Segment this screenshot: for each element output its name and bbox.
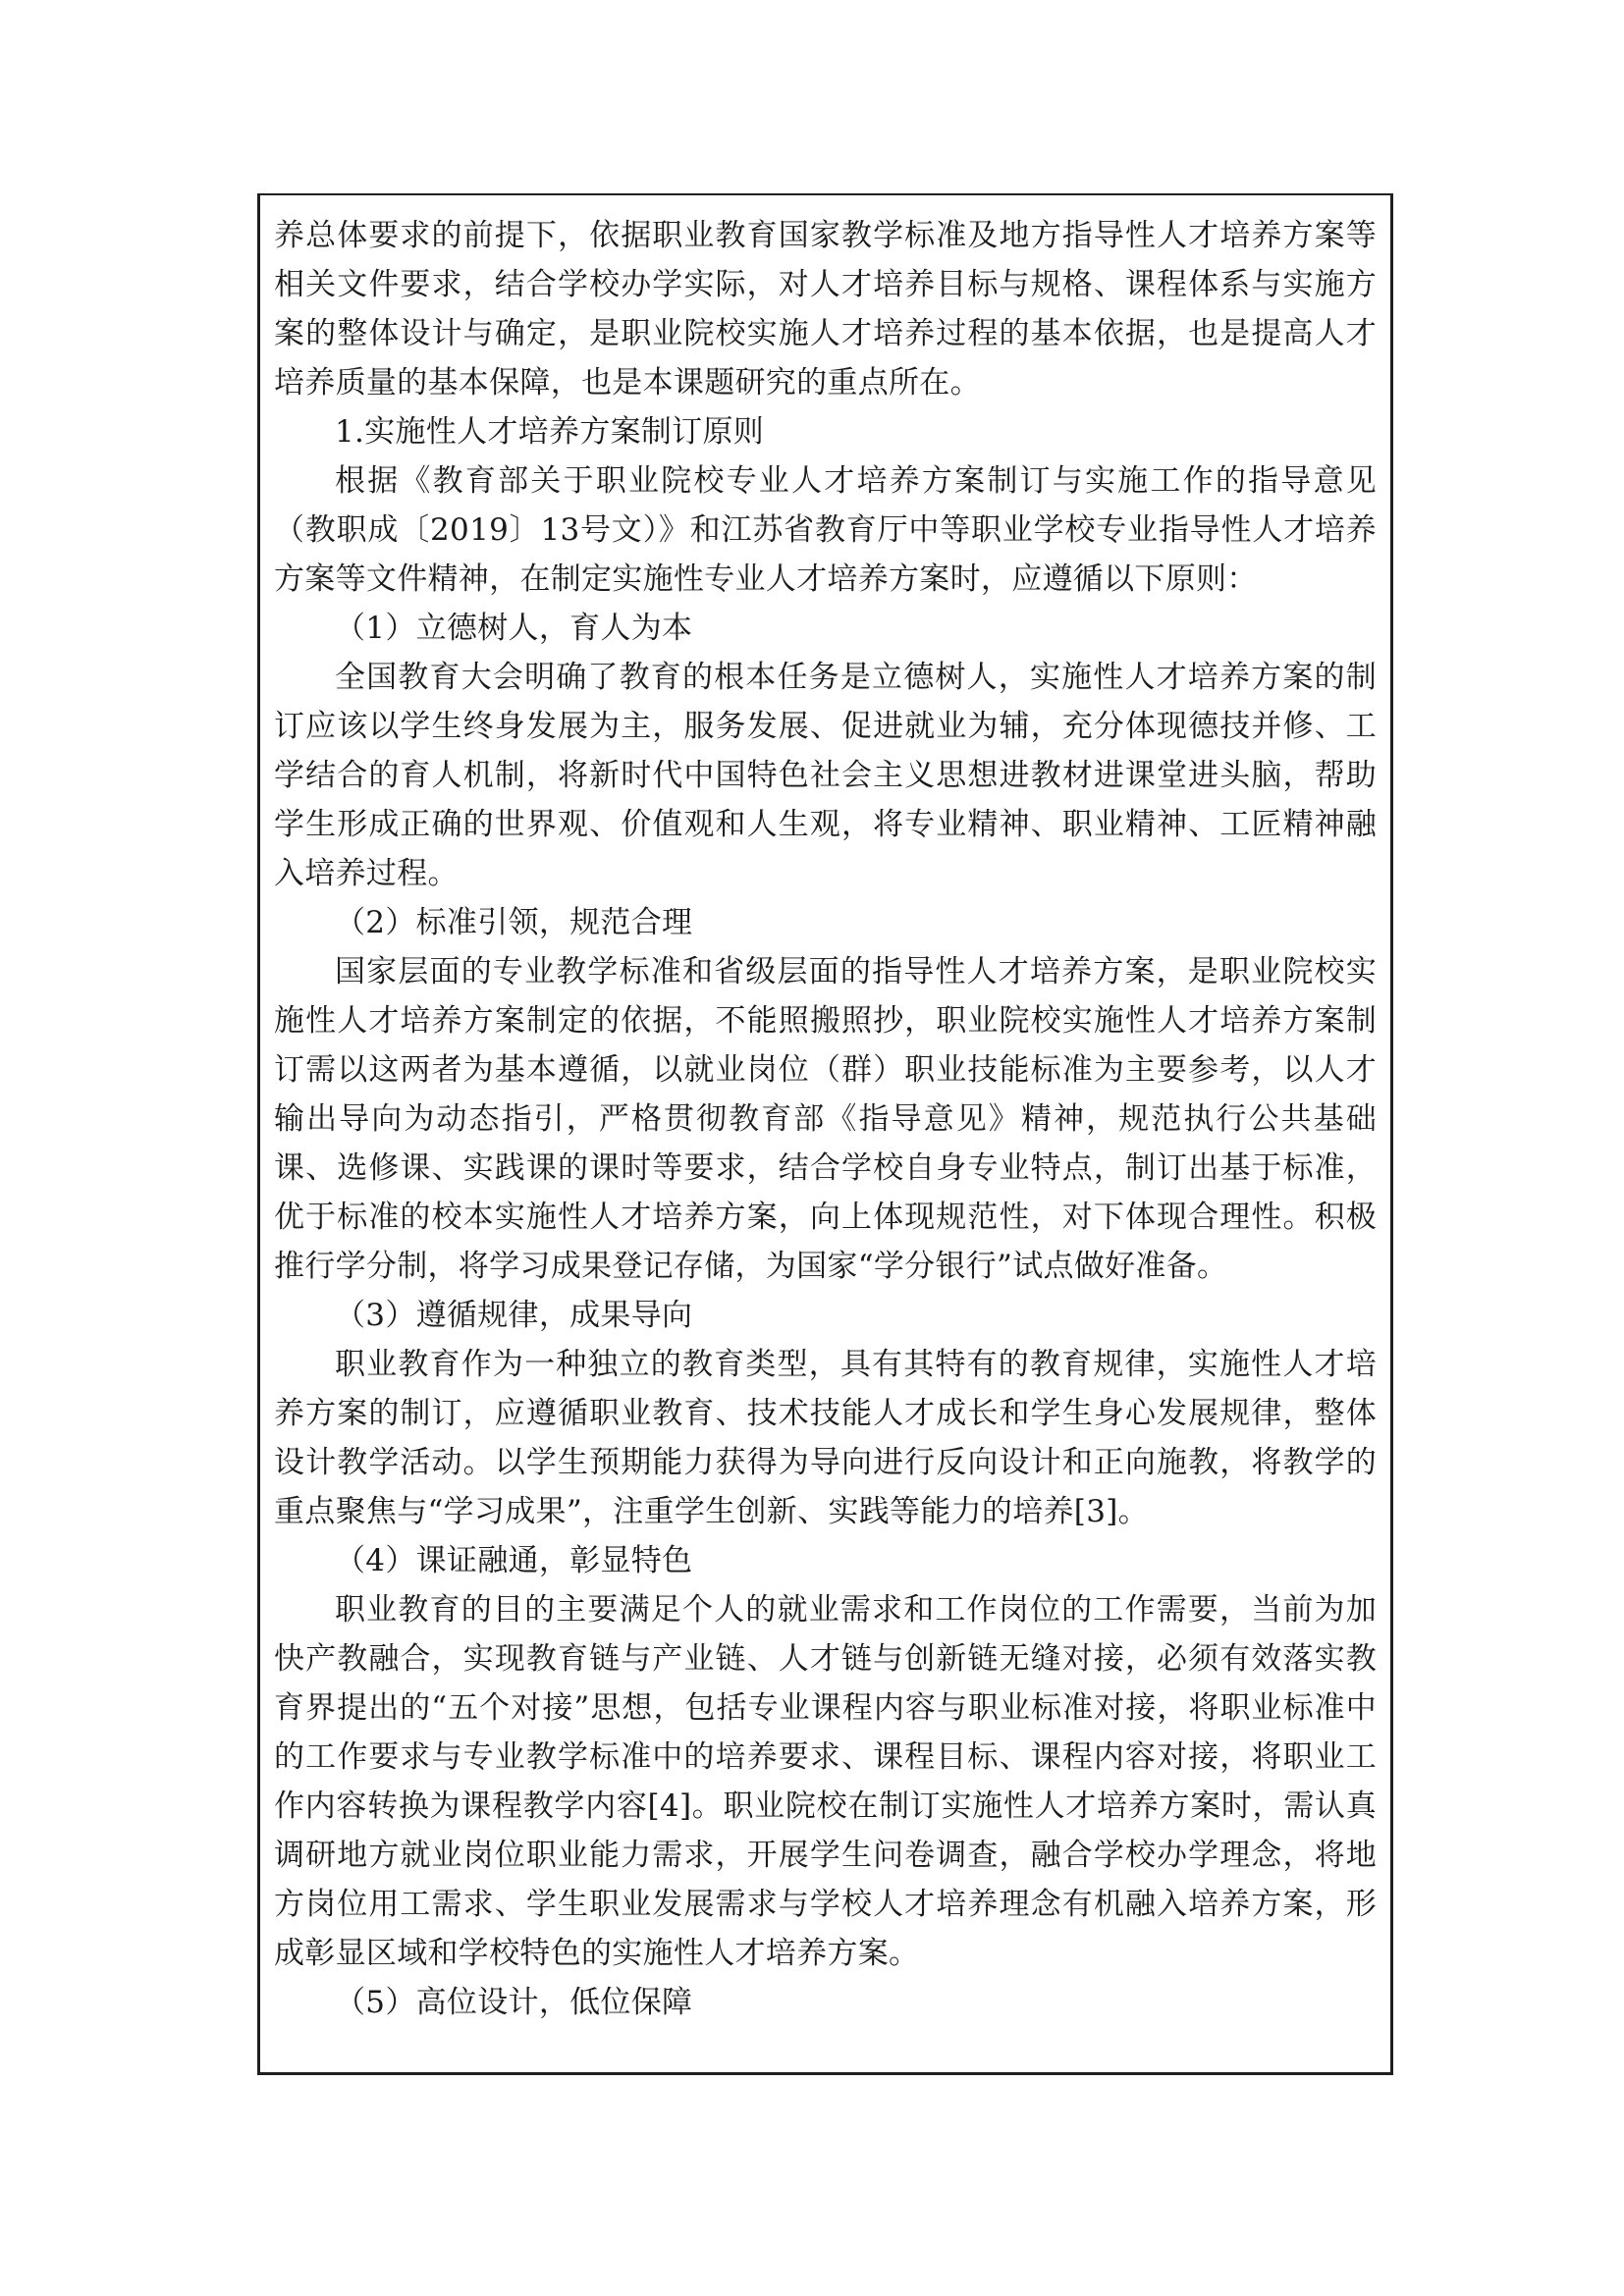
paragraph-principle-1: 全国教育大会明确了教育的根本任务是立德树人，实施性人才培养方案的制订应该以学生终身发展为主，服务发展、促进就业为辅，充分体现德技并修、工学结合的育人机制，将新时代中国特色社会主义思想进教材进课堂进头脑，帮助学生形成正确的世界观、价值观和人生观，将专业精神、职业精神、工匠精神融入培养过程。 (274, 660, 1377, 891)
section-heading-principles: 1.实施性人才培养方案制订原则 (335, 414, 765, 450)
principle-heading-3: （3）遵循规律，成果导向 (335, 1298, 693, 1333)
document-frame (257, 193, 1393, 2075)
paragraph-principle-4: 职业教育的目的主要满足个人的就业需求和工作岗位的工作需要，当前为加快产教融合，实现教育链与产业链、人才链与创新链无缝对接，必须有效落实教育界提出的“五个对接”思想，包括专业课程内容与职业标准对接，将职业标准中的工作要求与专业教学标准中的培养要求、课程目标、课程内容对接，将职业工作内容转换为课程教学内容[4]。职业院校在制订实施性人才培养方案时，需认真调研地方就业岗位职业能力需求，开展学生问卷调查，融合学校办学理念，将地方岗位用工需求、学生职业发展需求与学校人才培养理念有机融入培养方案，形成彰显区域和学校特色的实施性人才培养方案。 (274, 1592, 1377, 1971)
paragraph-continued: 养总体要求的前提下，依据职业教育国家教学标准及地方指导性人才培养方案等相关文件要求，结合学校办学实际，对人才培养目标与规格、课程体系与实施方案的整体设计与确定，是职业院校实施人才培养过程的基本依据，也是提高人才培养质量的基本保障，也是本课题研究的重点所在。 (274, 218, 1377, 400)
principle-heading-4: （4）课证融通，彰显特色 (335, 1543, 693, 1578)
paragraph-principle-2: 国家层面的专业教学标准和省级层面的指导性人才培养方案，是职业院校实施性人才培养方案制定的依据，不能照搬照抄，职业院校实施性人才培养方案制订需以这两者为基本遵循，以就业岗位（群）职业技能标准为主要参考，以人才输出导向为动态指引，严格贯彻教育部《指导意见》精神，规范执行公共基础课、选修课、实践课的课时等要求，结合学校自身专业特点，制订出基于标准，优于标准的校本实施性人才培养方案，向上体现规范性，对下体现合理性。积极推行学分制，将学习成果登记存储，为国家“学分银行”试点做好准备。 (274, 954, 1377, 1284)
principle-heading-5: （5）高位设计，低位保障 (335, 1985, 693, 2020)
principle-heading-2: （2）标准引领，规范合理 (335, 905, 693, 940)
paragraph-basis: 根据《教育部关于职业院校专业人才培养方案制订与实施工作的指导意见（教职成〔2019〕13号文）》和江苏省教育厅中等职业学校专业指导性人才培养方案等文件精神，在制定实施性专业人才培养方案时，应遵循以下原则： (274, 463, 1377, 597)
paragraph-principle-3: 职业教育作为一种独立的教育类型，具有其特有的教育规律，实施性人才培养方案的制订，应遵循职业教育、技术技能人才成长和学生身心发展规律，整体设计教学活动。以学生预期能力获得为导向进行反向设计和正向施教，将教学的重点聚焦与“学习成果”，注重学生创新、实践等能力的培养[3]。 (274, 1347, 1377, 1529)
principle-heading-1: （1）立德树人，育人为本 (335, 611, 693, 646)
